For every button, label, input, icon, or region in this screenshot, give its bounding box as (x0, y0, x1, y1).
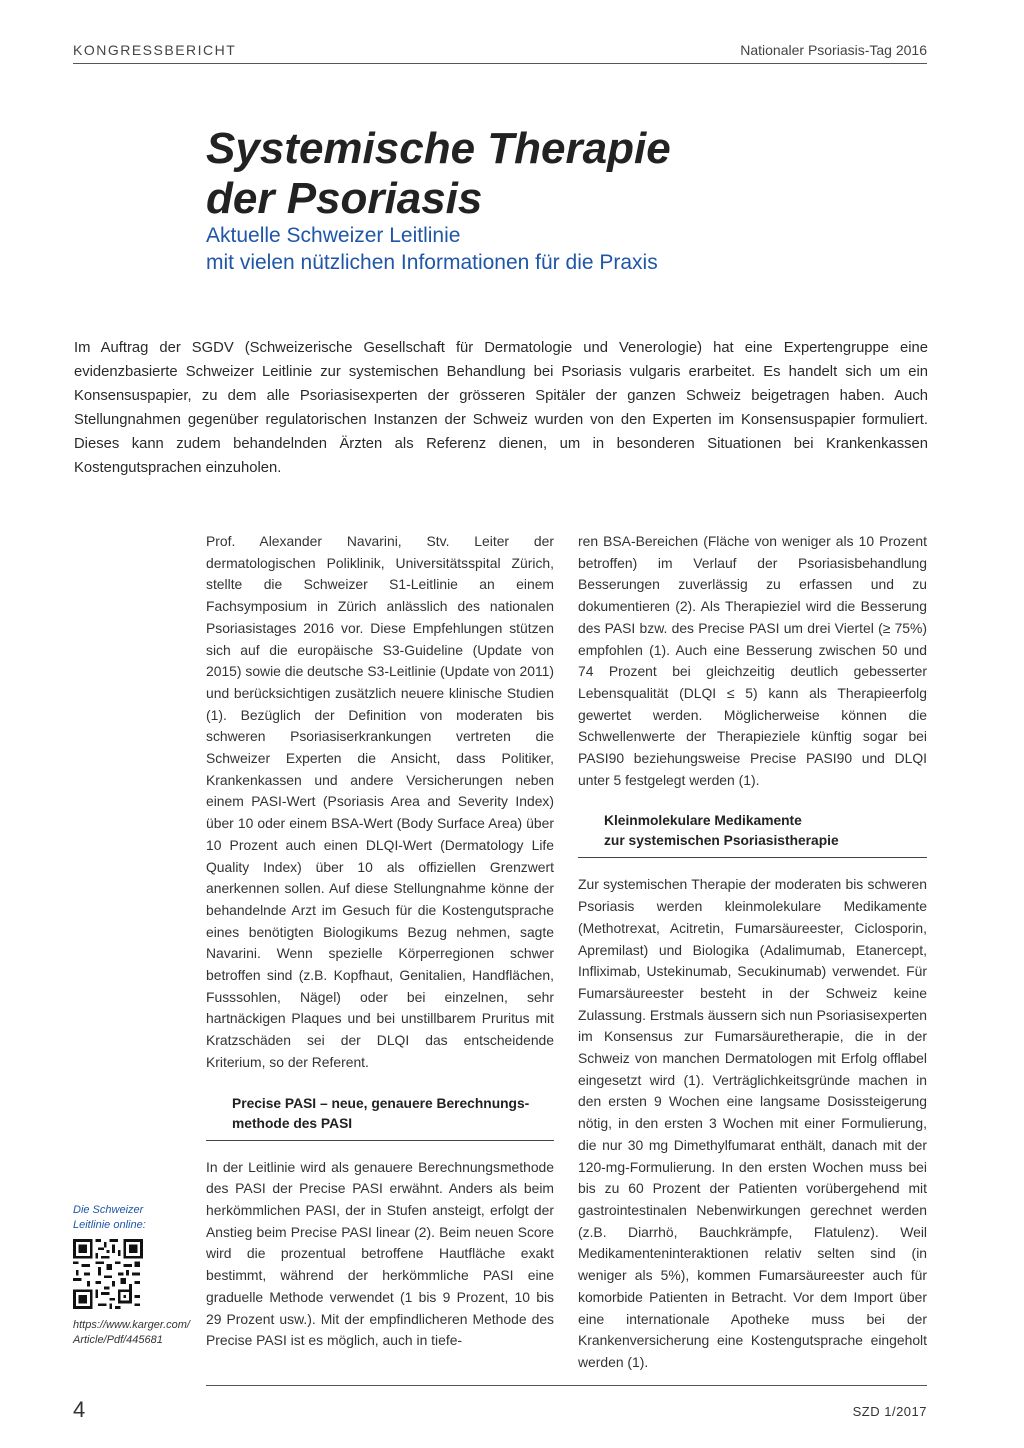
guideline-url[interactable] (73, 1318, 190, 1348)
heading-line: Precise PASI – neue, genauere Berechnungs- (232, 1095, 530, 1111)
url-line: Article/Pdf/445681 (73, 1334, 163, 1346)
title-line-2: der Psoriasis (206, 174, 483, 223)
guideline-online-label (73, 1203, 146, 1233)
article-subtitle (206, 222, 946, 276)
title-line-1: Systemische Therapie (206, 124, 671, 173)
event-label: Nationaler Psoriasis-Tag 2016 (740, 42, 927, 58)
section-heading-precise-pasi (206, 1094, 554, 1141)
footer-rule (206, 1385, 927, 1386)
article-title (206, 124, 926, 224)
heading-line: methode des PASI (232, 1115, 353, 1131)
subtitle-line-1: Aktuelle Schweizer Leitlinie (206, 224, 461, 247)
body-paragraph: Prof. Alexander Navarini, Stv. Leiter der dermatologischen Poliklinik, Universitätsspital Zürich, stellte die Schweizer S1-Leitlinie an einem Fachsymposium in Zürich anlässlich des nationalen Psoriasistages 2016 vor. Diese Empfehlungen stützen sich auf die europäische S3-Guideline (Update von 2015) sowie die deutsche S3-Leitlinie (Update von 2011) und berücksichtigen zusätzlich neuere klinische Studien (1). Bezüglich der Definition von moderaten bis schweren Psoriasiserkrankungen vertreten die Schweizer Experten die Ansicht, dass Politiker, Krankenkassen und andere Versicherungen neben einem PASI-Wert (Psoriasis Area and Severity Index) über 10 oder einem BSA-Wert (Body Surface Area) über 10 Prozent auch einen DLQI-Wert (Dermatology Life Quality Index) über 10 als offiziellen Grenzwert anerkennen sollen. Auf diese Stellungnahme könne der behandelnde Arzt im Gesuch für die Kostengutsprache eines benötigten Biologikums Bezug nehmen, sagte Navarini. Wenn spezielle Körperregionen schwer betroffen sind (z.B. Kopfhaut, Genitalien, Handflächen, Fusssohlen, Nägel) oder bei einzelnen, sehr hartnäckigen Plaques und bei unstillbarem Pruritus mit Kratzschäden sei der DLQI das entscheidende Kriterium, so der Referent. (206, 533, 554, 1070)
label-line: Leitlinie online: (73, 1219, 146, 1231)
header-rule (73, 63, 927, 64)
section-label: KONGRESSBERICHT (73, 42, 237, 58)
subtitle-line-2: mit vielen nützlichen Informationen für die Praxis (206, 251, 658, 274)
url-line: https://www.karger.com/ (73, 1319, 190, 1331)
body-paragraph: In der Leitlinie wird als genauere Berechnungsmethode des PASI der Precise PASI erwähnt. Anders als beim herkömmlichen PASI, der in Stufen ansteigt, erfolgt der Anstieg beim Precise PASI linear (2). Beim neuen Score wird die prozentual betroffene Hautfläche exakt bestimmt, während der herkömmliche PASI eine graduelle Methode verwendet (1 bis 9 Prozent, 10 bis 29 Prozent usw.). Mit der empfindlicheren Methode des Precise PASI ist es möglich, auch in tiefe- (206, 1158, 554, 1349)
body-paragraph: Zur systemischen Therapie der moderaten bis schweren Psoriasis werden kleinmolekulare Medikamente (Methotrexat, Acitretin, Fumarsäureester, Ciclosporin, Apremilast) und Biologika (Adalimumab, Etanercept, Infliximab, Ustekinumab, Secukinumab) verwendet. Für Fumarsäureester besteht in der Schweiz keine Zulassung. Erstmals äussern sich nun Psoriasisexperten im Konsensus zur Fumarsäuretherapie, die in der Schweiz von manchen Dermatologen mit Erfolg offlabel eingesetzt wird (1). Verträglichkeitsgründe machen in den ersten 9 Wochen eine langsame Dosissteigerung nötig, in den ersten 3 Wochen mit einer Formulierung, die nur 30 mg Dimethylfumarat enthält, danach mit der 120-mg-Formulierung. In den ersten Wochen muss bei bis zu 60 Prozent der Patienten vorübergehend mit gastrointestinalen Nebenwirkungen gerechnet werden (z.B. Diarrhö, Bauchkrämpfe, Flatulenz). Weil Medikamenteninteraktionen relativ selten sind (in weniger als 5%), kommen Fumarsäureester auch für komorbide Patienten in Betracht. Vor dem Import über eine internationale Apotheke muss bei der Krankenversicherung eine Kostengutsprache eingeholt werden (1). (578, 876, 927, 1370)
column-left (206, 531, 554, 1352)
page-number: 4 (73, 1397, 86, 1422)
column-right (578, 531, 927, 1374)
heading-line: zur systemischen Psoriasistherapie (604, 833, 839, 849)
body-paragraph: ren BSA-Bereichen (Fläche von weniger als 10 Prozent betroffen) im Verlauf der Psoriasisbehandlung Besserungen zuverlässig zu erfassen und zu dokumentieren (2). Als Therapieziel wird die Besserung des PASI bzw. des Precise PASI um drei Viertel (≥ 75%) empfohlen (1). Auch eine Besserung zwischen 50 und 74 Prozent bei gleichzeitig deutlich gebesserter Lebensqualität (DLQI ≤ 5) kann als Therapieerfolg gewertet werden. Möglicherweise können die Schwellenwerte der Therapieziele künftig sogar bei PASI90 beziehungsweise Precise PASI90 und DLQI unter 5 festgelegt werden (1). (578, 533, 927, 788)
label-line: Die Schweizer (73, 1204, 144, 1216)
section-heading-kleinmolekulare (578, 811, 927, 858)
heading-line: Kleinmolekulare Medikamente (604, 813, 802, 829)
qr-code[interactable] (73, 1239, 143, 1309)
intro-paragraph: Im Auftrag der SGDV (Schweizerische Gesellschaft für Dermatologie und Venerologie) hat eine Expertengruppe eine evidenzbasierte Schweizer Leitlinie zur systemischen Behandlung bei Psoriasis vulgaris erarbeitet. Es handelt sich um ein Konsensuspapier, zu dem alle Psoriasisexperten der grösseren Spitäler der ganzen Schweiz beigetragen haben. Auch Stellungnahmen gegenüber regulatorischen Instanzen der Schweiz wurden von den Experten im Konsensuspapier formuliert. Dieses kann zudem behandelnden Ärzten als Referenz dienen, um in besonderen Situationen bei Krankenkassen Kostengutsprachen einzuholen. (74, 340, 928, 476)
issue-label: SZD 1/2017 (852, 1404, 927, 1419)
